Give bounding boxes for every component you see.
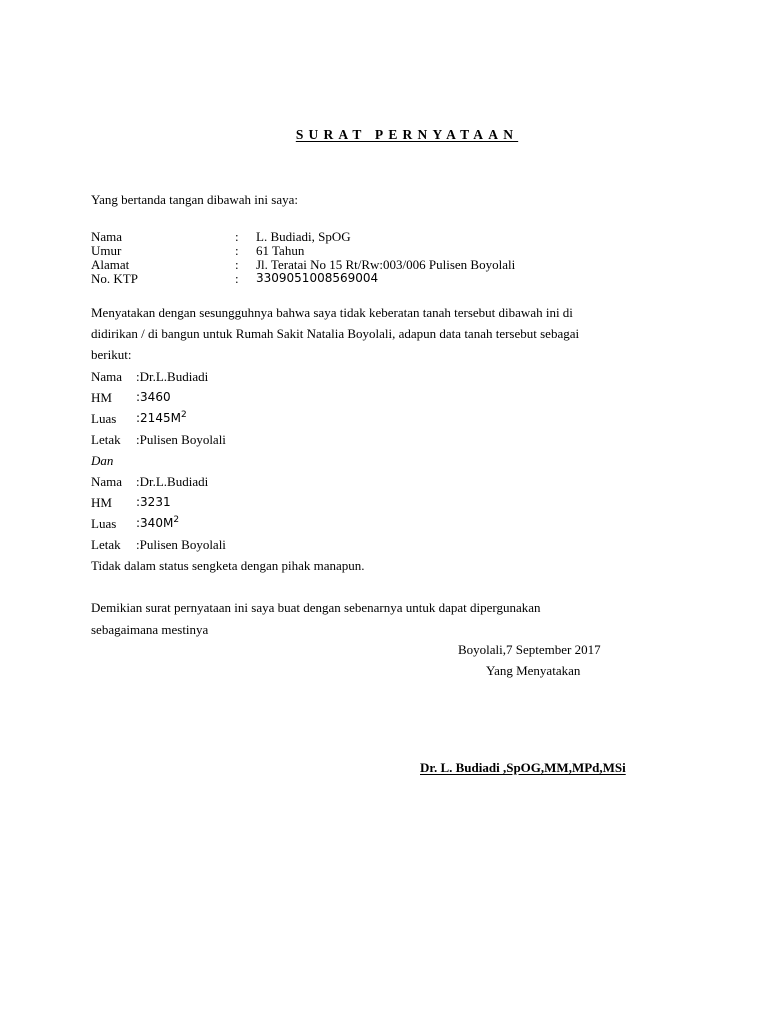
land-2-luas-superscript: 2 [173,515,180,525]
document-title: SURAT PERNYATAAN [295,127,519,142]
intro-text: Yang bertanda tangan dibawah ini saya: [91,192,298,207]
identity-value-umur: 61 Tahun [256,243,305,258]
land-2-letak-value: :Pulisen Boyolali [136,537,226,552]
land-1-letak-label: Letak [91,432,121,447]
identity-colon: : [235,257,239,272]
land-2-hm-label: HM [91,495,112,510]
land-1-nama-value: :Dr.L.Budiadi [136,369,209,384]
land-1-luas-number: :2145M [136,411,181,425]
statement-line-1: Menyatakan dengan sesungguhnya bahwa saya tidak keberatan tanah tersebut dibawah ini di [91,305,573,320]
land-1-luas-value [136,411,187,425]
statement-line-2: didirikan / di bangun untuk Rumah Sakit Natalia Boyolali, adapun data tanah tersebut sebagai [91,326,580,341]
place-date: Boyolali,7 September 2017 [458,642,601,657]
identity-value-alamat: Jl. Teratai No 15 Rt/Rw:003/006 Pulisen Boyolali [256,257,516,272]
land-1-luas-label: Luas [91,411,117,426]
identity-colon: : [235,243,239,258]
identity-value-nama: L. Budiadi, SpOG [256,229,351,244]
identity-label-ktp: No. KTP [91,271,138,286]
signer-name: Dr. L. Budiadi ,SpOG,MM,MPd,MSi [420,760,626,775]
land-2-luas-number: :340M [136,516,174,530]
identity-colon: : [235,229,239,244]
land-1-luas-superscript: 2 [180,410,187,420]
land-2-nama-label: Nama [91,474,123,489]
identity-colon: : [235,271,239,286]
identity-label-alamat: Alamat [91,257,130,272]
land-1-hm-label: HM [91,390,112,405]
connector-text: Dan [91,453,114,468]
land-1-hm-value: :3460 [136,390,171,404]
closing-line-2: sebagaimana mestinya [91,622,209,637]
land-2-luas-label: Luas [91,516,117,531]
signer-role: Yang Menyatakan [486,663,581,678]
land-2-letak-label: Letak [91,537,121,552]
land-1-letak-value: :Pulisen Boyolali [136,432,226,447]
closing-line-1: Demikian surat pernyataan ini saya buat dengan sebenarnya untuk dapat dipergunakan [91,600,541,615]
land-2-nama-value: :Dr.L.Budiadi [136,474,209,489]
land-2-hm-value: :3231 [136,495,171,509]
identity-label-nama: Nama [91,229,123,244]
dispute-text: Tidak dalam status sengketa dengan pihak manapun. [91,558,365,573]
land-1-nama-label: Nama [91,369,123,384]
land-2-luas-value [136,516,179,530]
statement-line-3: berikut: [91,347,132,362]
identity-value-ktp: 3309051008569004 [256,271,379,285]
identity-label-umur: Umur [91,243,122,258]
